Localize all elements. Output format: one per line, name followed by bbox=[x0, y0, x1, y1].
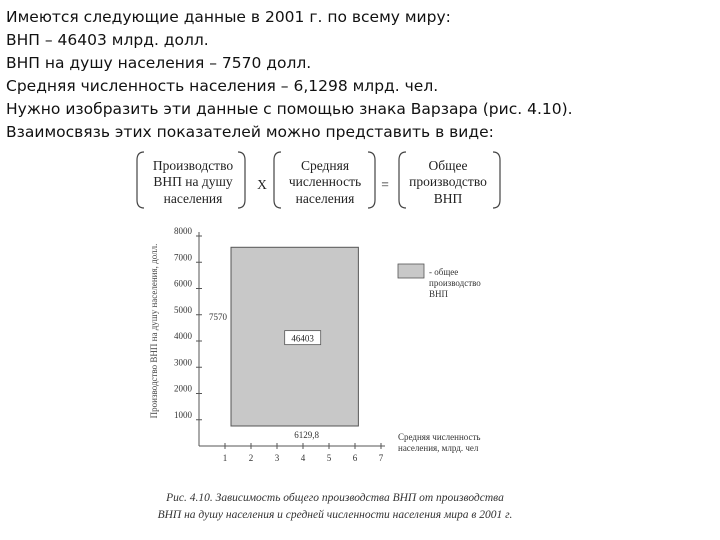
intro-line: Нужно изобразить эти данные с помощью знака Варзара (рис. 4.10). bbox=[6, 100, 573, 118]
intro-line: ВНП на душу населения – 7570 долл. bbox=[6, 54, 312, 72]
y-tick-label: 4000 bbox=[174, 331, 192, 341]
intro-line: Имеются следующие данные в 2001 г. по всему миру: bbox=[6, 8, 451, 26]
y-tick-label: 7000 bbox=[174, 252, 192, 263]
x-tick-label: 1 bbox=[222, 453, 228, 463]
formula-term2-line: численность bbox=[288, 174, 362, 189]
legend-label: ВНП bbox=[429, 289, 449, 299]
formula bbox=[137, 152, 500, 208]
y-tick-label: 5000 bbox=[174, 304, 192, 315]
varzar-chart bbox=[149, 226, 481, 463]
x-tick-label: 5 bbox=[326, 453, 332, 463]
caption-line: Рис. 4.10. Зависимость общего производства ВНП от производства bbox=[166, 492, 504, 504]
y-tick-label: 1000 bbox=[174, 409, 192, 420]
legend-swatch bbox=[398, 264, 424, 278]
x-axis-label: Средняя численность bbox=[398, 432, 481, 442]
y-tick-label: 2000 bbox=[174, 383, 192, 394]
height-label: 7570 bbox=[209, 311, 227, 322]
x-tick-label: 6 bbox=[352, 453, 358, 463]
formula-term2-line: Средняя bbox=[300, 158, 350, 173]
legend-label: производство bbox=[429, 278, 481, 288]
legend-label: - общее bbox=[429, 267, 459, 277]
formula-term1-line: Производство bbox=[152, 158, 234, 173]
area-label: 46403 bbox=[291, 333, 314, 344]
intro-line: Средняя численность населения – 6,1298 млрд. чел. bbox=[6, 77, 439, 95]
x-tick-label: 2 bbox=[248, 453, 254, 463]
x-axis-label: населения, млрд. чел bbox=[398, 443, 479, 453]
intro-line: ВНП – 46403 млрд. долл. bbox=[6, 31, 209, 49]
x-tick-label: 7 bbox=[378, 453, 384, 463]
x-tick-label: 4 bbox=[300, 453, 306, 463]
formula-times: X bbox=[257, 177, 267, 192]
formula-term1-line: ВНП на душу bbox=[153, 174, 233, 189]
y-axis-label: Производство ВНП на душу населения, долл. bbox=[149, 243, 159, 419]
caption-line: ВНП на душу населения и средней численности населения мира в 2001 г. bbox=[157, 509, 513, 521]
formula-term3-line: производство bbox=[409, 174, 487, 189]
y-tick-label: 6000 bbox=[174, 278, 192, 289]
width-label: 6129,8 bbox=[294, 430, 320, 440]
intro-line: Взаимосвязь этих показателей можно представить в виде: bbox=[6, 123, 494, 141]
formula-term3-line: Общее bbox=[428, 158, 468, 173]
figure-caption bbox=[158, 492, 513, 521]
y-tick-label: 8000 bbox=[174, 226, 192, 236]
formula-term3-line: ВНП bbox=[433, 191, 463, 206]
formula-equals: = bbox=[381, 177, 389, 192]
y-tick-label: 3000 bbox=[174, 357, 192, 368]
formula-term2-line: населения bbox=[295, 191, 355, 206]
x-tick-label: 3 bbox=[274, 453, 280, 463]
formula-term1-line: населения bbox=[163, 191, 223, 206]
